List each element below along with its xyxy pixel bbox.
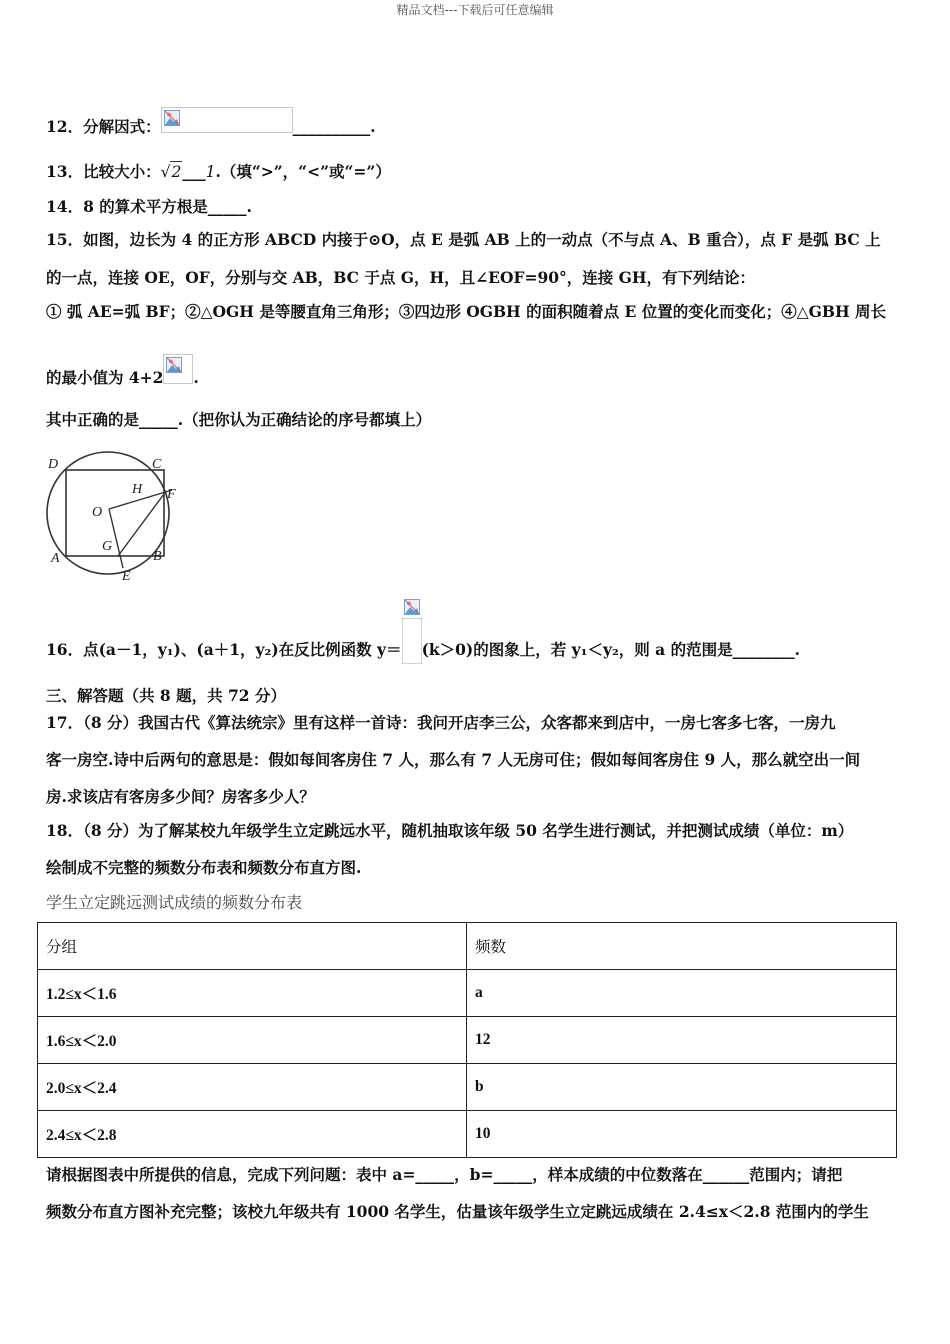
q15-line4-prefix: 的最小值为 4+2 xyxy=(46,368,164,387)
table-cell-group: 1.2≤x＜1.6 xyxy=(38,970,467,1017)
q13-rhs: 1 xyxy=(205,163,216,181)
sqrt-radicand: 2 xyxy=(171,163,182,181)
table-row xyxy=(38,970,897,1017)
label-f: F xyxy=(167,487,176,502)
q15-line-4 xyxy=(46,364,199,394)
table-header-cell: 分组 xyxy=(38,923,467,970)
table-row xyxy=(38,1111,897,1158)
broken-image-placeholder xyxy=(402,618,422,664)
label-h: H xyxy=(132,482,143,497)
table-cell-group: 2.0≤x＜2.4 xyxy=(38,1064,467,1111)
sqrt-symbol: √ xyxy=(160,163,171,181)
question-12 xyxy=(46,115,375,141)
question-16 xyxy=(46,628,800,674)
broken-image-icon xyxy=(164,110,180,126)
table-cell-frequency: b xyxy=(467,1064,897,1111)
table-caption: 学生立定跳远测试成绩的频数分布表 xyxy=(46,893,303,912)
q15-geometry-figure xyxy=(44,448,186,588)
q13-label: 13．比较大小： xyxy=(46,162,161,181)
q15-line-5: 其中正确的是_____.（把你认为正确结论的序号都填上） xyxy=(46,410,432,429)
label-e: E xyxy=(122,569,131,584)
frequency-table xyxy=(37,922,897,1158)
label-g: G xyxy=(102,539,113,554)
table-header-row xyxy=(38,923,897,970)
q15-line-3: ① 弧 AE=弧 BF；②△OGH 是等腰直角三角形；③四边形 OGBH 的面积随着点 E 位置的变化而变化；④△GBH 周长 xyxy=(46,302,887,321)
label-c: C xyxy=(152,457,162,472)
question-13 xyxy=(46,161,391,182)
q13-rest: .（填“>”，“<”或“=”） xyxy=(215,162,391,181)
table-row xyxy=(38,1017,897,1064)
q17-line-3: 房.求该店有客房多少间？房客多少人？ xyxy=(46,787,315,806)
section-3-title: 三、解答题（共 8 题，共 72 分） xyxy=(46,686,286,705)
broken-image-icon xyxy=(404,599,420,615)
question-14: 14．8 的算术平方根是_____. xyxy=(46,197,252,216)
segment-gh xyxy=(118,494,164,556)
table-row xyxy=(38,1064,897,1111)
table-header-cell: 频数 xyxy=(467,923,897,970)
label-d: D xyxy=(48,457,59,472)
table-cell-frequency: 10 xyxy=(467,1111,897,1158)
table-cell-group: 1.6≤x＜2.0 xyxy=(38,1017,467,1064)
broken-image-icon xyxy=(166,357,182,373)
q13-blank: ___ xyxy=(182,162,206,181)
q16-prefix: 16．点(a－1，y₁)、(a＋1，y₂)在反比例函数 y＝ xyxy=(46,640,402,659)
table-cell-frequency: 12 xyxy=(467,1017,897,1064)
table-cell-group: 2.4≤x＜2.8 xyxy=(38,1111,467,1158)
label-a: A xyxy=(51,551,60,566)
q18-line-3: 请根据图表中所提供的信息，完成下列问题：表中 a=_____，b=_____，样本成绩的中位数落在______范围内；请把 xyxy=(46,1165,843,1184)
label-b: B xyxy=(153,549,162,564)
q17-line-1: 17．（8 分）我国古代《算法统宗》里有这样一首诗：我问开店李三公，众客都来到店中，一房七客多七客，一房九 xyxy=(46,713,836,732)
q15-line-1: 15．如图，边长为 4 的正方形 ABCD 内接于⊙O，点 E 是弧 AB 上的一动点（不与点 A、B 重合），点 F 是弧 BC 上 xyxy=(46,230,881,249)
page-header-watermark: 精品文档---下载后可任意编辑 xyxy=(396,3,554,17)
broken-image-placeholder xyxy=(161,107,293,133)
table-cell-frequency: a xyxy=(467,970,897,1017)
q18-line-1: 18．（8 分）为了解某校九年级学生立定跳远水平，随机抽取该年级 50 名学生进行测试，并把测试成绩（单位：m） xyxy=(46,821,854,840)
q12-blank: __________. xyxy=(292,117,376,136)
q16-suffix: (k＞0)的图象上，若 y₁＜y₂，则 a 的范围是________. xyxy=(421,640,800,659)
q12-label: 12．分解因式： xyxy=(46,117,161,136)
q17-line-2: 客一房空.诗中后两句的意思是：假如每间客房住 7 人，那么有 7 人无房可住；假如每间客房住 9 人，那么就空出一间 xyxy=(46,750,861,769)
q15-line4-suffix: . xyxy=(193,368,199,387)
broken-image-placeholder xyxy=(163,354,193,384)
q18-line-4: 频数分布直方图补充完整；该校九年级共有 1000 名学生，估量该年级学生立定跳远成绩在 2.4≤x＜2.8 范围内的学生 xyxy=(46,1202,869,1221)
q18-line-2: 绘制成不完整的频数分布表和频数分布直方图. xyxy=(46,858,362,877)
q15-line-2: 的一点，连接 OE，OF，分别与交 AB，BC 于点 G，H，且∠EOF=90°，连接 GH，有下列结论： xyxy=(46,268,756,287)
label-o: O xyxy=(92,505,103,520)
